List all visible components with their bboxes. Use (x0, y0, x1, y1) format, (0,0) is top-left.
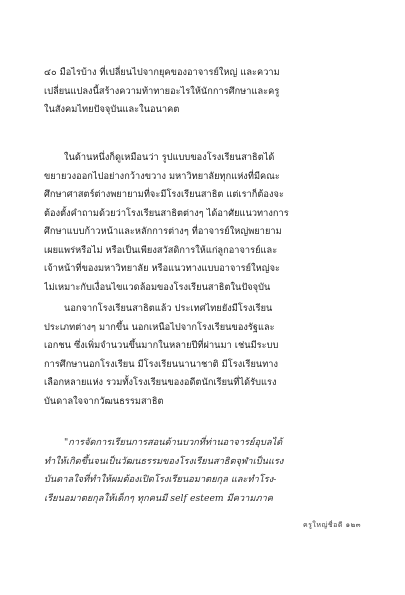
paragraph-line: ขยายวงออกไปอย่างกว้างขวาง มหาวิทยาลัยทุกแห่งที่มีคณะ (44, 170, 280, 182)
paragraph-line: เลือกหลายแห่ง รวมทั้งโรงเรียนของอดีตนักเรียนที่ได้รับแรง (44, 377, 277, 388)
quote-line: เรียนอมาตยกุลให้เด็กๆ ทุกคนมี self esteem มีความภาค (44, 492, 274, 504)
paragraph-line: ไม่เหมาะกับเงื่อนไขแวดล้อมของโรงเรียนสาธิตในปัจจุบัน (44, 281, 271, 293)
paragraph-line: ในด้านหนึ่งก็ดูเหมือนว่า รูปแบบของโรงเรียนสาธิตได้ (64, 152, 275, 163)
paragraph-line: นอกจากโรงเรียนสาธิตแล้ว ประเทศไทยยังมีโรงเรียน (64, 303, 273, 314)
paragraph-line: เจ้าหน้าที่ของมหาวิทยาลัย หรือแนวทางแบบอาจารย์ใหญ่จะ (44, 263, 281, 274)
paragraph-line: บันดาลใจจากวัฒนธรรมสาธิต (44, 395, 164, 407)
block-quote (44, 434, 364, 508)
paragraph-2 (44, 149, 364, 297)
paragraph-line: ศึกษาศาสตร์ต่างพยายามที่จะมีโรงเรียนสาธิต แต่เราก็ต้องจะ (44, 189, 284, 200)
quote-line: บันดาลใจที่ทำให้ผมต้องเปิดโรงเรียนอมาตยกุล และทำโรง- (44, 474, 277, 485)
quote-line: "การจัดการเรียนการสอนด้านบวกที่ท่านอาจารย์อุบลได้ (64, 437, 283, 448)
quote-line: ทำให้เกิดขึ้นจนเป็นวัฒนธรรมของโรงเรียนสาธิตจุฬาเป็นแรง (44, 455, 284, 467)
paragraph-line: เปลี่ยนแปลงนี้สร้างความท้าทายอะไรให้นักการศึกษาและครู (44, 85, 280, 97)
paragraph-1 (44, 64, 364, 120)
paragraph-3 (44, 300, 364, 411)
paragraph-line: ต้องตั้งคำถามด้วยว่าโรงเรียนสาธิตต่างๆ ได้อาศัยแนวทางการ (44, 207, 289, 219)
paragraph-line: การศึกษานอกโรงเรียน มีโรงเรียนนานาชาติ มีโรงเรียนทาง (44, 358, 279, 370)
paragraph-line: ศึกษาแบบก้าวหน้าและหลักการต่างๆ ที่อาจารย์ใหญ่พยายาม (44, 226, 282, 237)
paragraph-line: ในสังคมไทยปัจจุบันและในอนาคต (44, 104, 180, 115)
paragraph-line: ประเภทต่างๆ มากขึ้น นอกเหนือไปจากโรงเรียนของรัฐและ (44, 321, 275, 333)
page-footer: ครูใหญ่ชื่อดี ๑๒๓ (302, 521, 361, 529)
paragraph-line: เผยแพร่หรือไม่ หรือเป็นเพียงสวัสดิการให้แก่ลูกอาจารย์และ (44, 244, 278, 256)
paragraph-line: ๔๐ มือไรบ้าง ที่เปลี่ยนไปจากยุคของอาจารย์ใหญ่ และความ (44, 67, 280, 78)
paragraph-line: เอกชน ซึ่งเพิ่มจำนวนขึ้นมากในหลายปีที่ผ่านมา เช่นมีระบบ (44, 340, 279, 351)
